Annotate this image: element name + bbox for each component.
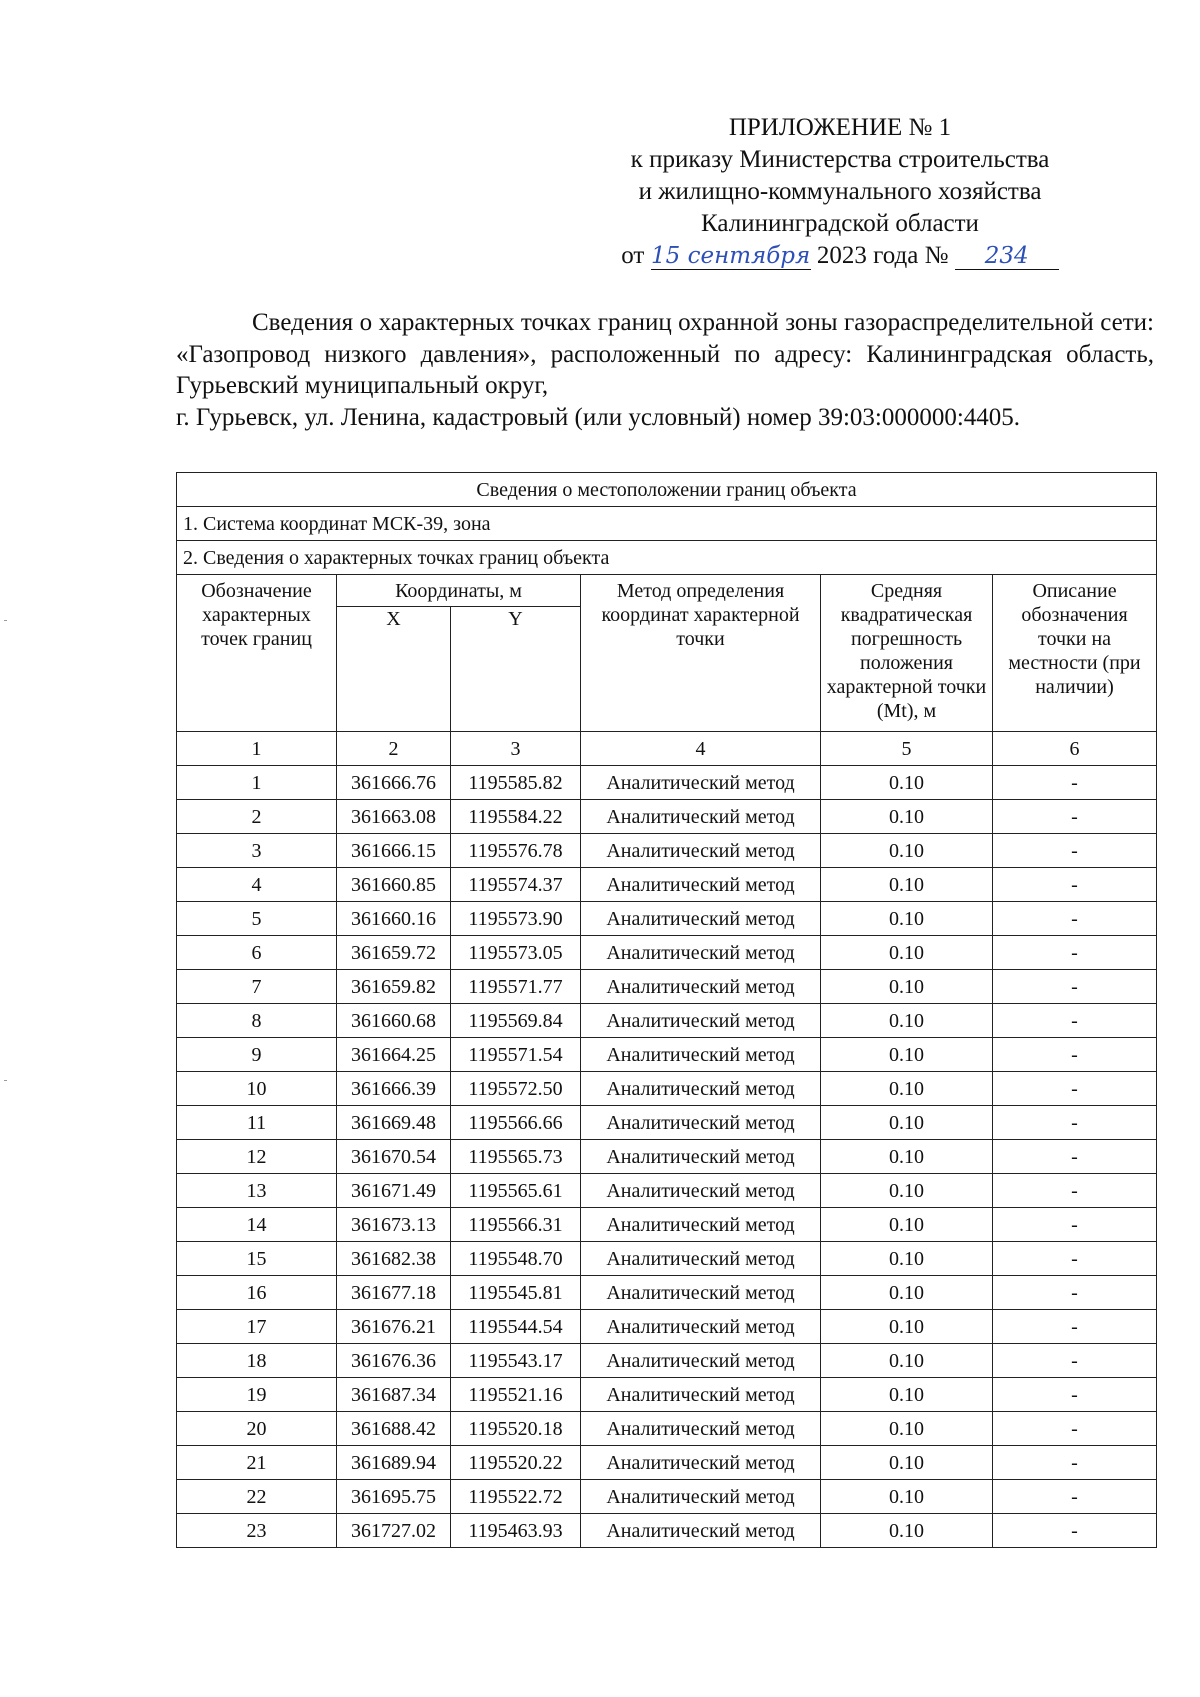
description-cell: -: [993, 1038, 1157, 1072]
coord-x-cell: 361663.08: [337, 800, 451, 834]
point-number-cell: 17: [177, 1310, 337, 1344]
table-row: [177, 1446, 1157, 1480]
mean-error-cell: 0.10: [821, 970, 993, 1004]
point-number-cell: 6: [177, 936, 337, 970]
method-cell: Аналитический метод: [581, 1004, 821, 1038]
method-cell: Аналитический метод: [581, 902, 821, 936]
scan-mark: [4, 1080, 7, 1081]
coord-x-cell: 361671.49: [337, 1174, 451, 1208]
mean-error-cell: 0.10: [821, 1310, 993, 1344]
coord-y-cell: 1195584.22: [451, 800, 581, 834]
table-row: [177, 1038, 1157, 1072]
mean-error-cell: 0.10: [821, 868, 993, 902]
table-row: [177, 1004, 1157, 1038]
description-cell: -: [993, 1310, 1157, 1344]
method-cell: Аналитический метод: [581, 1514, 821, 1548]
appendix-header: [600, 112, 1080, 272]
table-row: [177, 936, 1157, 970]
coord-y-cell: 1195573.05: [451, 936, 581, 970]
method-cell: Аналитический метод: [581, 1208, 821, 1242]
coord-x-cell: 361670.54: [337, 1140, 451, 1174]
method-cell: Аналитический метод: [581, 936, 821, 970]
coord-y-cell: 1195522.72: [451, 1480, 581, 1514]
table-row: [177, 902, 1157, 936]
order-year: 2023 года №: [816, 242, 949, 269]
coord-x-cell: 361659.72: [337, 936, 451, 970]
point-number-cell: 5: [177, 902, 337, 936]
description-cell: -: [993, 1378, 1157, 1412]
table-row: [177, 1242, 1157, 1276]
column-number: 2: [337, 732, 451, 766]
intro-paragraph: [176, 307, 1154, 433]
table-title: Сведения о местоположении границ объекта: [177, 473, 1157, 507]
date-prefix: от: [621, 242, 645, 269]
point-number-cell: 4: [177, 868, 337, 902]
scan-mark: [4, 620, 7, 621]
table-row: [177, 1480, 1157, 1514]
coord-y-cell: 1195520.22: [451, 1446, 581, 1480]
description-cell: -: [993, 1242, 1157, 1276]
coord-y-cell: 1195574.37: [451, 868, 581, 902]
description-cell: -: [993, 902, 1157, 936]
mean-error-cell: 0.10: [821, 1344, 993, 1378]
method-cell: Аналитический метод: [581, 1412, 821, 1446]
coord-y-cell: 1195544.54: [451, 1310, 581, 1344]
header-error: Средняя квадратическая погрешность положения характерной точки (Mt), м: [821, 575, 993, 732]
mean-error-cell: 0.10: [821, 834, 993, 868]
order-line-2: и жилищно-коммунального хозяйства: [638, 178, 1042, 205]
point-number-cell: 20: [177, 1412, 337, 1446]
description-cell: -: [993, 800, 1157, 834]
method-cell: Аналитический метод: [581, 1174, 821, 1208]
mean-error-cell: 0.10: [821, 1038, 993, 1072]
method-cell: Аналитический метод: [581, 1344, 821, 1378]
description-cell: -: [993, 1106, 1157, 1140]
coord-x-cell: 361659.82: [337, 970, 451, 1004]
mean-error-cell: 0.10: [821, 1072, 993, 1106]
table-row: [177, 800, 1157, 834]
coord-y-cell: 1195573.90: [451, 902, 581, 936]
method-cell: Аналитический метод: [581, 1446, 821, 1480]
point-number-cell: 15: [177, 1242, 337, 1276]
table-row: [177, 1140, 1157, 1174]
order-date-line: [600, 240, 1080, 272]
coord-y-cell: 1195543.17: [451, 1344, 581, 1378]
point-number-cell: 19: [177, 1378, 337, 1412]
coord-x-cell: 361687.34: [337, 1378, 451, 1412]
coord-y-cell: 1195569.84: [451, 1004, 581, 1038]
point-number-cell: 16: [177, 1276, 337, 1310]
method-cell: Аналитический метод: [581, 1072, 821, 1106]
method-cell: Аналитический метод: [581, 834, 821, 868]
table-row: [177, 1106, 1157, 1140]
method-cell: Аналитический метод: [581, 1038, 821, 1072]
coord-y-cell: 1195521.16: [451, 1378, 581, 1412]
description-cell: -: [993, 1514, 1157, 1548]
coord-y-cell: 1195565.73: [451, 1140, 581, 1174]
method-cell: Аналитический метод: [581, 1480, 821, 1514]
coord-x-cell: 361666.15: [337, 834, 451, 868]
coord-y-cell: 1195545.81: [451, 1276, 581, 1310]
point-number-cell: 18: [177, 1344, 337, 1378]
mean-error-cell: 0.10: [821, 1106, 993, 1140]
coord-x-cell: 361695.75: [337, 1480, 451, 1514]
point-number-cell: 14: [177, 1208, 337, 1242]
description-cell: -: [993, 970, 1157, 1004]
coord-x-cell: 361669.48: [337, 1106, 451, 1140]
point-number-cell: 22: [177, 1480, 337, 1514]
column-number-row: [177, 732, 1157, 766]
mean-error-cell: 0.10: [821, 1208, 993, 1242]
coord-x-cell: 361660.68: [337, 1004, 451, 1038]
header-method: Метод определения координат характерной точки: [581, 575, 821, 732]
table-title-row: [177, 473, 1157, 507]
coord-x-cell: 361727.02: [337, 1514, 451, 1548]
description-cell: -: [993, 1174, 1157, 1208]
coordinate-system-row: [177, 507, 1157, 541]
coord-y-cell: 1195463.93: [451, 1514, 581, 1548]
mean-error-cell: 0.10: [821, 1242, 993, 1276]
description-cell: -: [993, 1480, 1157, 1514]
description-cell: -: [993, 1208, 1157, 1242]
point-number-cell: 12: [177, 1140, 337, 1174]
coord-x-cell: 361660.16: [337, 902, 451, 936]
mean-error-cell: 0.10: [821, 902, 993, 936]
header-x: X: [337, 607, 451, 732]
coord-y-cell: 1195571.77: [451, 970, 581, 1004]
table-row: [177, 1378, 1157, 1412]
coord-x-cell: 361666.39: [337, 1072, 451, 1106]
coord-x-cell: 361689.94: [337, 1446, 451, 1480]
method-cell: Аналитический метод: [581, 1310, 821, 1344]
column-number: 5: [821, 732, 993, 766]
coord-x-cell: 361677.18: [337, 1276, 451, 1310]
intro-last-line: г. Гурьевск, ул. Ленина, кадастровый (или условный) номер 39:03:000000:4405.: [176, 403, 1021, 431]
coordinate-system: 1. Система координат МСК-39, зона: [177, 507, 1157, 541]
handwritten-date: 15 сентября: [651, 243, 811, 269]
table-row: [177, 1072, 1157, 1106]
mean-error-cell: 0.10: [821, 1514, 993, 1548]
coord-x-cell: 361676.36: [337, 1344, 451, 1378]
table-row: [177, 1310, 1157, 1344]
table-row: [177, 970, 1157, 1004]
method-cell: Аналитический метод: [581, 970, 821, 1004]
mean-error-cell: 0.10: [821, 800, 993, 834]
mean-error-cell: 0.10: [821, 1412, 993, 1446]
mean-error-cell: 0.10: [821, 1140, 993, 1174]
description-cell: -: [993, 868, 1157, 902]
table-row: [177, 766, 1157, 800]
coord-y-cell: 1195566.66: [451, 1106, 581, 1140]
appendix-title: ПРИЛОЖЕНИЕ № 1: [728, 114, 952, 141]
table-row: [177, 1412, 1157, 1446]
description-cell: -: [993, 1446, 1157, 1480]
mean-error-cell: 0.10: [821, 1276, 993, 1310]
coord-y-cell: 1195565.61: [451, 1174, 581, 1208]
description-cell: -: [993, 936, 1157, 970]
mean-error-cell: 0.10: [821, 1446, 993, 1480]
table-row: [177, 1174, 1157, 1208]
coord-y-cell: 1195585.82: [451, 766, 581, 800]
point-number-cell: 3: [177, 834, 337, 868]
point-number-cell: 23: [177, 1514, 337, 1548]
coord-x-cell: 361676.21: [337, 1310, 451, 1344]
column-number: 6: [993, 732, 1157, 766]
points-title-row: [177, 541, 1157, 575]
point-number-cell: 7: [177, 970, 337, 1004]
method-cell: Аналитический метод: [581, 1106, 821, 1140]
boundary-points-table: [176, 472, 1157, 1548]
method-cell: Аналитический метод: [581, 800, 821, 834]
description-cell: -: [993, 1004, 1157, 1038]
coord-x-cell: 361682.38: [337, 1242, 451, 1276]
table-row: [177, 1208, 1157, 1242]
order-line-3: Калининградской области: [701, 210, 979, 237]
point-number-cell: 11: [177, 1106, 337, 1140]
method-cell: Аналитический метод: [581, 868, 821, 902]
point-number-cell: 10: [177, 1072, 337, 1106]
method-cell: Аналитический метод: [581, 1140, 821, 1174]
method-cell: Аналитический метод: [581, 1378, 821, 1412]
table-row: [177, 1344, 1157, 1378]
method-cell: Аналитический метод: [581, 1276, 821, 1310]
header-description: Описание обозначения точки на местности (при наличии): [993, 575, 1157, 732]
coord-y-cell: 1195566.31: [451, 1208, 581, 1242]
header-designation: Обозначение характерных точек границ: [177, 575, 337, 732]
coord-y-cell: 1195520.18: [451, 1412, 581, 1446]
coord-x-cell: 361664.25: [337, 1038, 451, 1072]
coord-y-cell: 1195571.54: [451, 1038, 581, 1072]
coord-x-cell: 361666.76: [337, 766, 451, 800]
description-cell: -: [993, 1072, 1157, 1106]
column-header-row: [177, 575, 1157, 607]
handwritten-number: 234: [955, 243, 1059, 270]
coord-x-cell: 361660.85: [337, 868, 451, 902]
description-cell: -: [993, 766, 1157, 800]
points-title: 2. Сведения о характерных точках границ объекта: [177, 541, 1157, 575]
mean-error-cell: 0.10: [821, 1480, 993, 1514]
column-number: 3: [451, 732, 581, 766]
coord-x-cell: 361673.13: [337, 1208, 451, 1242]
header-coordinates: Координаты, м: [337, 575, 581, 607]
column-number: 1: [177, 732, 337, 766]
mean-error-cell: 0.10: [821, 766, 993, 800]
table-body: [177, 766, 1157, 1548]
table-row: [177, 834, 1157, 868]
table-row: [177, 868, 1157, 902]
mean-error-cell: 0.10: [821, 1174, 993, 1208]
mean-error-cell: 0.10: [821, 1004, 993, 1038]
table-row: [177, 1514, 1157, 1548]
mean-error-cell: 0.10: [821, 1378, 993, 1412]
order-line-1: к приказу Министерства строительства: [630, 146, 1050, 173]
description-cell: -: [993, 1344, 1157, 1378]
point-number-cell: 8: [177, 1004, 337, 1038]
table-row: [177, 1276, 1157, 1310]
description-cell: -: [993, 1412, 1157, 1446]
description-cell: -: [993, 1140, 1157, 1174]
point-number-cell: 13: [177, 1174, 337, 1208]
coord-x-cell: 361688.42: [337, 1412, 451, 1446]
method-cell: Аналитический метод: [581, 1242, 821, 1276]
coord-y-cell: 1195576.78: [451, 834, 581, 868]
coord-y-cell: 1195548.70: [451, 1242, 581, 1276]
point-number-cell: 2: [177, 800, 337, 834]
description-cell: -: [993, 834, 1157, 868]
method-cell: Аналитический метод: [581, 766, 821, 800]
point-number-cell: 9: [177, 1038, 337, 1072]
description-cell: -: [993, 1276, 1157, 1310]
column-number: 4: [581, 732, 821, 766]
point-number-cell: 1: [177, 766, 337, 800]
mean-error-cell: 0.10: [821, 936, 993, 970]
intro-body: Сведения о характерных точках границ охранной зоны газораспределительной сети: «Газопровод низкого давления», расположенный по адресу: Калининградская область, Гурьевский муниципальный округ,: [176, 309, 1154, 399]
point-number-cell: 21: [177, 1446, 337, 1480]
coord-y-cell: 1195572.50: [451, 1072, 581, 1106]
header-y: Y: [451, 607, 581, 732]
